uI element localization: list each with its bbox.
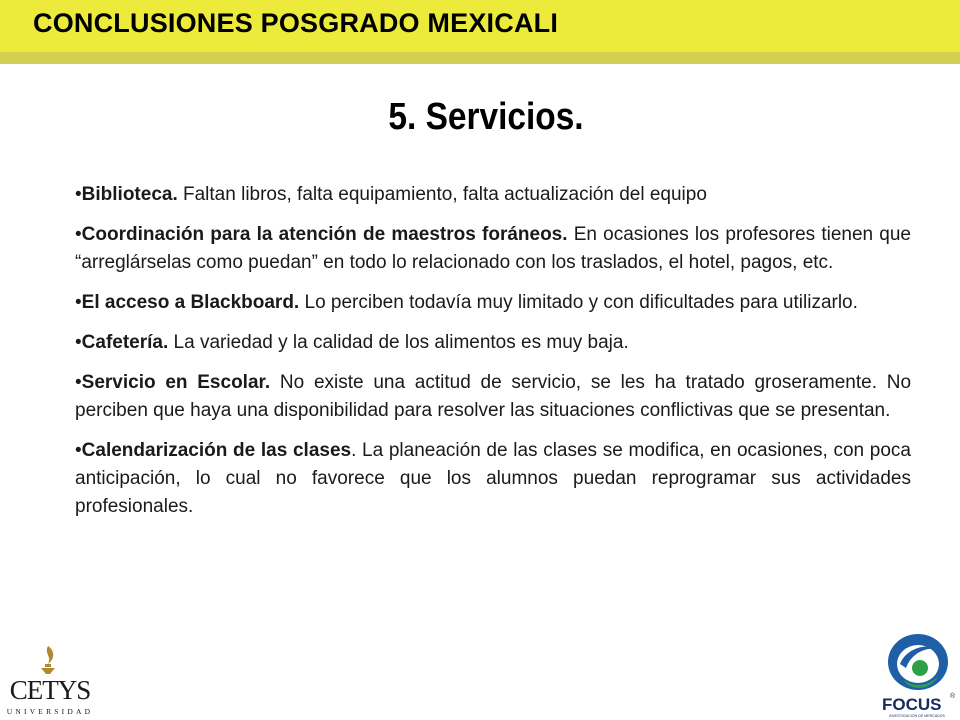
bullet-marker: • — [75, 372, 82, 393]
bullet-text: La variedad y la calidad de los alimentos es muy baja. — [168, 332, 629, 353]
bullet-text: . La planeación de las clases se modifica, en ocasiones, con poca anticipación, lo cual no favorece que los alumnos puedan reprogramar sus actividades profesionales. — [75, 440, 911, 517]
focus-wordmark: FOCUS — [882, 695, 942, 714]
cetys-subtitle: UNIVERSIDAD — [6, 707, 94, 716]
bullet-marker: • — [75, 224, 82, 245]
focus-tagline: INVESTIGACIÓN DE MERCADOS — [889, 714, 945, 718]
bullet-list — [75, 181, 911, 533]
bullet-lead: Servicio en Escolar. — [81, 372, 271, 393]
bullet-biblioteca — [75, 181, 911, 209]
cetys-wordmark: CETYS — [9, 675, 91, 705]
bullet-lead: Coordinación para la atención de maestros foráneos. — [81, 224, 568, 245]
focus-registered-mark: ® — [950, 693, 956, 700]
bullet-escolar — [75, 369, 911, 425]
slide-title: 5. Servicios. — [388, 96, 584, 138]
torch-icon — [41, 646, 55, 674]
bullet-text: Faltan libros, falta equipamiento, falta actualización del equipo — [177, 184, 707, 205]
bullet-lead: Calendarización de las clases — [81, 440, 352, 461]
bullet-text: Lo perciben todavía muy limitado y con dificultades para utilizarlo. — [299, 292, 858, 313]
bullet-lead: El acceso a Blackboard. — [81, 292, 300, 313]
bullet-blackboard — [75, 289, 911, 317]
header-stripe — [0, 52, 960, 64]
focus-emblem-icon — [888, 634, 948, 690]
bullet-marker: • — [75, 184, 82, 205]
bullet-text: No existe una actitud de servicio, se les ha tratado groseramente. No perciben que haya una disponibilidad para resolver las situaciones conflictivas que se presentan. — [75, 372, 912, 421]
bullet-text: En ocasiones los profesores tienen que “arreglárselas como puedan” en todo lo relacionado con los traslados, el hotel, pagos, etc. — [75, 224, 911, 273]
bullet-lead: Cafetería. — [81, 332, 169, 353]
bullet-cafeteria — [75, 329, 911, 357]
bullet-lead: Biblioteca. — [81, 184, 178, 205]
bullet-calendarizacion — [75, 437, 911, 521]
focus-logo — [876, 628, 958, 720]
header-title: CONCLUSIONES POSGRADO MEXICALI — [33, 8, 559, 38]
bullet-marker: • — [75, 440, 82, 461]
bullet-coordinacion — [75, 221, 911, 277]
bullet-marker: • — [75, 332, 82, 353]
cetys-logo — [0, 640, 100, 720]
bullet-marker: • — [75, 292, 82, 313]
